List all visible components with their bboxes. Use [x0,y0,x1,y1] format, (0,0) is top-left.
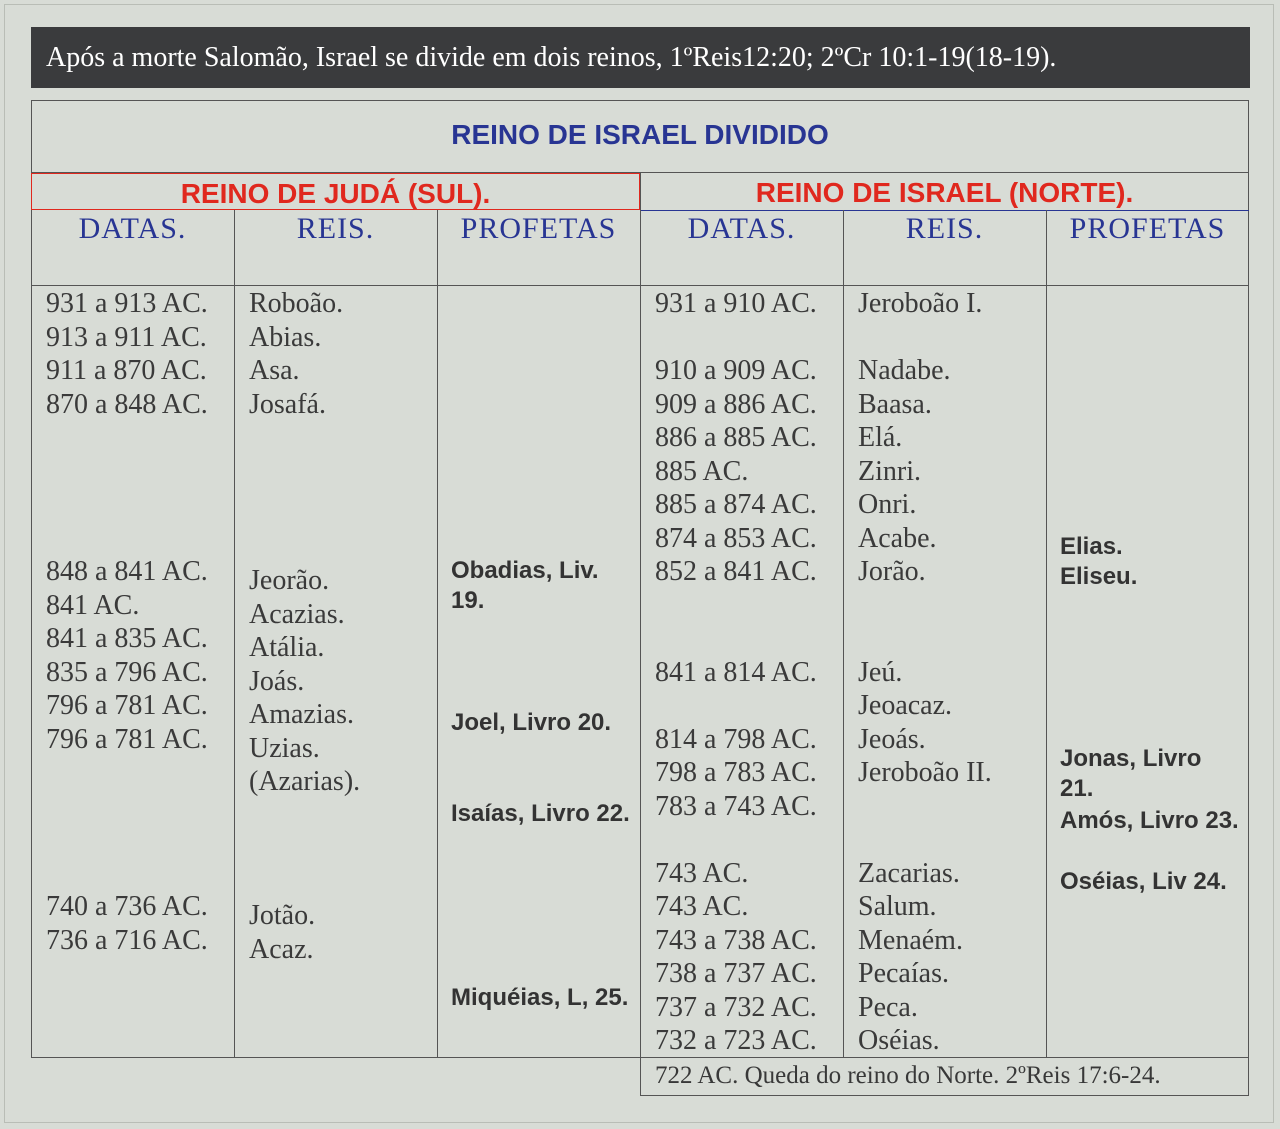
israel-king: Zacarias. [858,857,960,889]
israel-king: Jorão. [858,556,926,587]
israel-date: 886 a 885 AC. [655,422,817,453]
israel-king: Onri. [858,489,917,520]
israel-king: Oséias. [858,1025,940,1056]
israel-date: 798 a 783 AC. [655,757,817,788]
juda-king: Acazias. [249,598,345,630]
israel-king: Jeroboão I. [858,288,983,319]
juda-date: 870 a 848 AC. [46,388,208,420]
israel-king: Nadabe. [858,355,951,386]
israel-date: 910 a 909 AC. [655,355,817,386]
juda-king: Acaz. [249,933,314,965]
israel-king: Salum. [858,891,937,922]
israel-date: 732 a 723 AC. [655,1025,817,1056]
juda-date: 796 a 781 AC. [46,723,208,755]
israel-prophet: Jonas, Livro 21. [1060,745,1202,802]
juda-king: Atália. [249,632,325,663]
juda-king: Roboão. [249,288,344,319]
israel-prophet: Elias. [1060,533,1123,560]
juda-prophet: Obadias, Liv. 19. [451,557,599,614]
juda-date: 796 a 781 AC. [46,690,208,721]
col-divider [843,210,844,1058]
israel-date: 909 a 886 AC. [655,388,817,420]
israel-king: Pecaías. [858,958,949,989]
footer-note: 722 AC. Queda do reino do Norte. 2ºReis 17:6-24. [640,1058,1249,1096]
israel-prophet: Amós, Livro 23. [1060,807,1239,834]
juda-kings-block2 [249,564,360,799]
juda-king: Abias. [249,321,322,353]
israel-king: Acabe. [858,522,937,554]
header-datas-norte: DATAS. [687,212,796,245]
juda-prophet: Miquéias, L, 25. [451,984,629,1011]
israel-date: 874 a 853 AC. [655,522,817,554]
israel-date: 885 AC. [655,455,749,487]
israel-date: 852 a 841 AC. [655,556,817,587]
table-title: REINO DE ISRAEL DIVIDIDO [451,119,829,150]
kingdom-sul-header: REINO DE JUDÁ (SUL). [31,173,640,210]
juda-date: 835 a 796 AC. [46,656,208,688]
israel-king: Jeroboão II. [858,757,992,788]
israel-date: 931 a 910 AC. [655,288,817,319]
juda-date: 841 AC. [46,589,140,621]
juda-king: (Azarias). [249,766,361,797]
norte-underline [640,210,1249,211]
juda-prophet: Isaías, Livro 22. [451,800,630,827]
juda-kings-block3 [249,899,315,966]
header-reis-sul: REIS. [296,212,375,245]
juda-king: Jotão. [249,900,316,931]
juda-king: Josafá. [249,388,326,420]
juda-king: Amazias. [249,699,354,730]
juda-date: 848 a 841 AC. [46,556,208,587]
israel-date: 743 a 738 AC. [655,924,817,956]
header-reis-norte: REIS. [905,212,984,245]
header-datas-sul: DATAS. [78,212,187,245]
juda-dates-block1 [46,287,208,421]
juda-date: 911 a 870 AC. [46,355,207,386]
israel-king: Zinri. [858,455,921,487]
juda-date: 736 a 716 AC. [46,924,208,956]
header-profetas-sul: PROFETAS [460,212,617,245]
israel-date: 738 a 737 AC. [655,958,817,989]
kingdom-norte-header: REINO DE ISRAEL (NORTE). [755,177,1134,208]
juda-kings-block1 [249,287,343,421]
juda-date: 841 a 835 AC. [46,623,208,654]
col-divider [437,210,438,1058]
israel-king: Menaém. [858,924,963,956]
israel-date: 783 a 743 AC. [655,790,817,822]
juda-king: Joás. [249,665,305,697]
israel-king: Elá. [858,422,903,453]
juda-king: Asa. [249,355,300,386]
juda-prophet: Joel, Livro 20. [451,709,612,736]
israel-king: Jeú. [858,656,903,688]
col-divider [1046,210,1047,1058]
kingdom-divider [640,172,641,1058]
juda-king: Uzias. [249,732,320,764]
israel-date: 814 a 798 AC. [655,723,817,755]
juda-date: 913 a 911 AC. [46,321,207,353]
israel-date: 743 AC. [655,891,749,922]
israel-king: Baasa. [858,388,932,420]
col-divider [234,210,235,1058]
juda-date: 931 a 913 AC. [46,288,208,319]
israel-king: Peca. [858,991,918,1023]
juda-date: 740 a 736 AC. [46,891,208,922]
header-profetas-norte: PROFETAS [1069,212,1226,245]
israel-king: Jeoás. [858,723,926,755]
israel-king: Jeoacaz. [858,690,953,721]
israel-date: 841 a 814 AC. [655,656,817,688]
israel-prophet: Oséias, Liv 24. [1060,868,1227,895]
intro-banner: Após a morte Salomão, Israel se divide em dois reinos, 1ºReis12:20; 2ºCr 10:1-19(18-19). [31,27,1250,88]
israel-date: 737 a 732 AC. [655,991,817,1023]
israel-prophet: Eliseu. [1060,563,1138,590]
juda-dates-block3 [46,890,208,957]
israel-date: 885 a 874 AC. [655,489,817,520]
israel-date: 743 AC. [655,857,749,889]
juda-king: Jeorão. [249,565,330,596]
juda-dates-block2 [46,555,208,756]
